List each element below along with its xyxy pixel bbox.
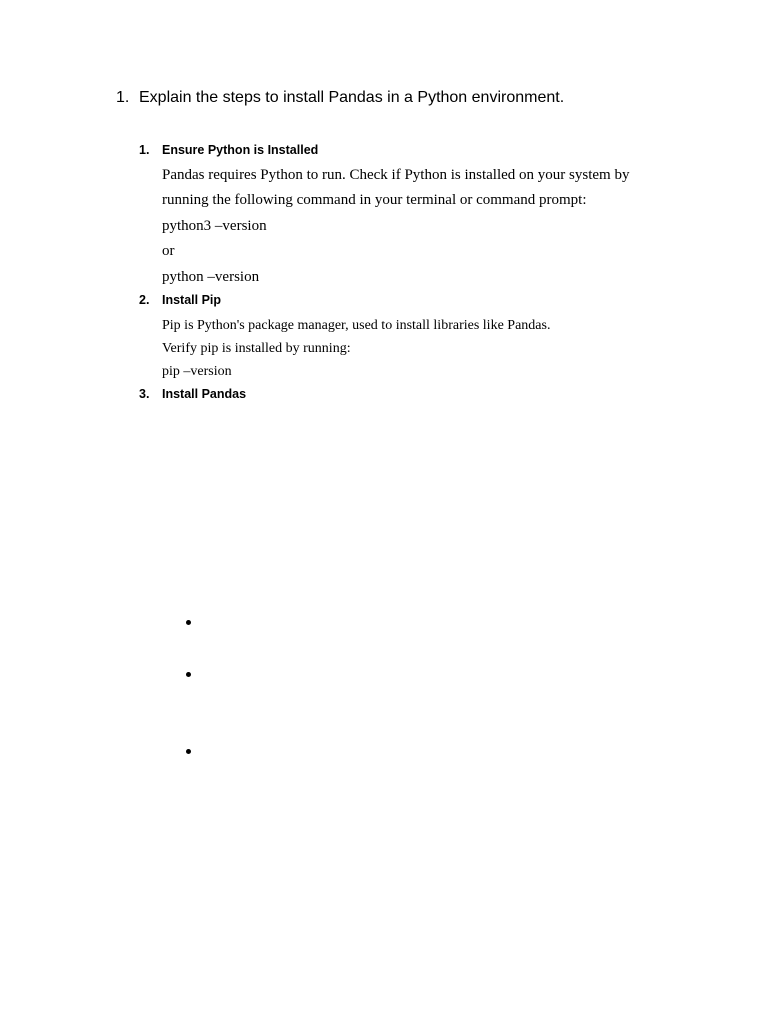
step-1-line-2: running the following command in your terminal or command prompt: <box>162 192 587 208</box>
bullet-point-1 <box>186 620 191 625</box>
step-3-title: Install Pandas <box>162 387 247 401</box>
step-2-number: 2. <box>139 293 150 307</box>
step-2-title: Install Pip <box>162 293 222 307</box>
step-1-title: Ensure Python is Installed <box>162 143 319 157</box>
step-2-line-1: Pip is Python's package manager, used to install libraries like Pandas. <box>162 318 551 333</box>
step-3-number: 3. <box>139 387 150 401</box>
bullet-point-3 <box>186 749 191 754</box>
question-number: 1. <box>116 89 130 106</box>
step-1-line-1: Pandas requires Python to run. Check if Python is installed on your system by <box>162 167 630 183</box>
step-2-command-pip: pip –version <box>162 364 232 379</box>
step-2-line-2: Verify pip is installed by running: <box>162 341 351 356</box>
step-1-number: 1. <box>139 143 150 157</box>
question-text: Explain the steps to install Pandas in a Python environment. <box>139 89 565 106</box>
step-1-or: or <box>162 243 175 259</box>
step-1-command-python: python –version <box>162 269 260 285</box>
bullet-point-2 <box>186 672 191 677</box>
step-1-command-python3: python3 –version <box>162 218 267 234</box>
